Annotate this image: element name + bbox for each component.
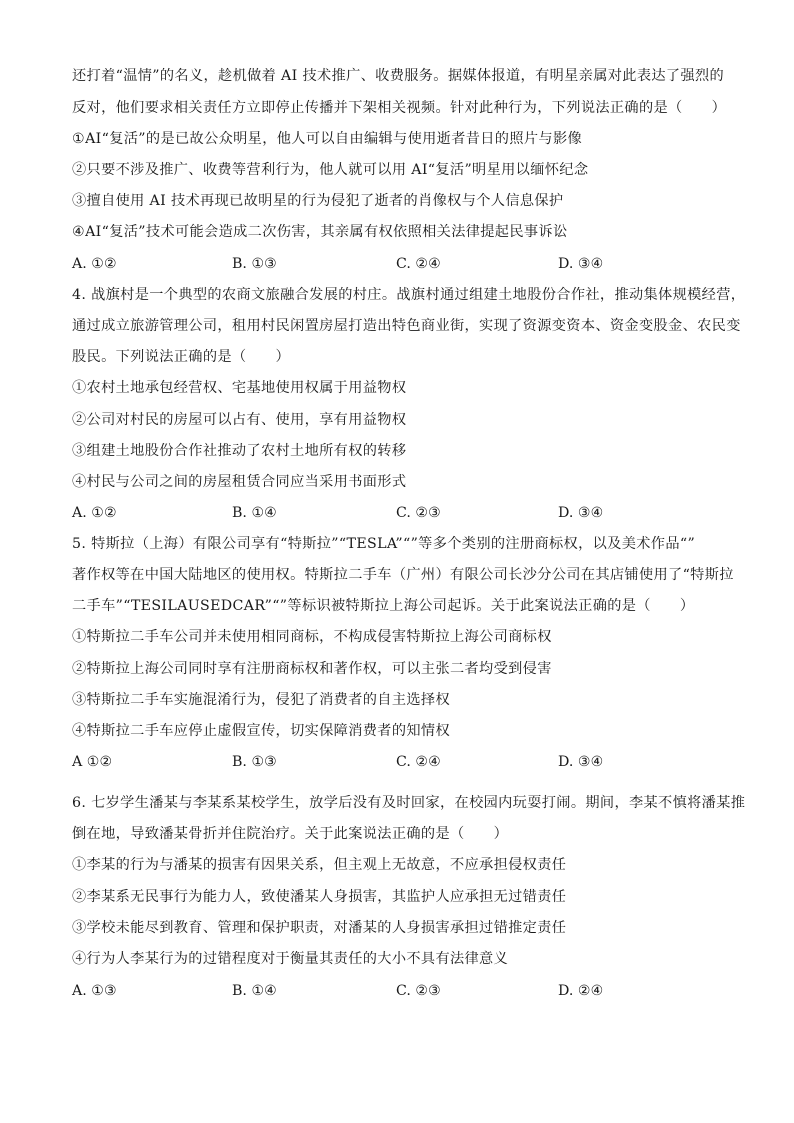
q5-statement-1: ①特斯拉二手车公司并未使用相同商标，不构成侵害特斯拉上海公司商标权 (72, 629, 552, 645)
q6-option-d: D. ②④ (558, 983, 604, 999)
q4-stem-line-2: 通过成立旅游管理公司，租用村民闲置房屋打造出特色商业街，实现了资源变资本、资金变股金、农民变 (72, 318, 741, 334)
q6-statement-3: ③学校未能尽到教育、管理和保护职责，对潘某的人身损害承担过错推定责任 (72, 920, 567, 936)
q6-option-a: A. ①③ (72, 983, 117, 999)
q5-option-d: D. ③④ (558, 754, 604, 770)
q5-stem-line-2: 著作权等在中国大陆地区的使用权。特斯拉二手车（广州）有限公司长沙分公司在其店铺使用了“特斯拉 (72, 567, 734, 583)
q6-option-c: C. ②③ (396, 983, 441, 999)
q6-statement-1: ①李某的行为与潘某的损害有因果关系，但主观上无故意，不应承担侵权责任 (72, 857, 567, 873)
intro-option-c: C. ②④ (396, 256, 441, 272)
q6-statement-4: ④行为人李某行为的过错程度对于衡量其责任的大小不具有法律意义 (72, 951, 509, 967)
q4-option-b: B. ①④ (232, 505, 277, 521)
q5-stem-line-3: 二手车”“TESILAUSEDCAR”“”等标识被特斯拉上海公司起诉。关于此案说法正确的是（ ） (72, 598, 695, 614)
q4-statement-4: ④村民与公司之间的房屋租赁合同应当采用书面形式 (72, 474, 407, 490)
q5-statement-3: ③特斯拉二手车实施混淆行为，侵犯了消费者的自主选择权 (72, 692, 450, 708)
q4-statement-3: ③组建土地股份合作社推动了农村土地所有权的转移 (72, 443, 407, 459)
intro-stem-line-2: 反对，他们要求相关责任方立即停止传播并下架相关视频。针对此种行为，下列说法正确的是（ ） (72, 100, 727, 116)
intro-option-b: B. ①③ (232, 256, 277, 272)
intro-statement-4: ④AI“复活”技术可能会造成二次伤害，其亲属有权依照相关法律提起民事诉讼 (72, 224, 568, 240)
q4-option-c: C. ②③ (396, 505, 441, 521)
q5-stem-line-1: 5. 特斯拉（上海）有限公司享有“特斯拉”“TESLA”“”等多个类别的注册商标权，以及美术作品“” (72, 536, 696, 552)
q5-option-a: A ①② (72, 754, 113, 770)
q4-statement-2: ②公司对村民的房屋可以占有、使用，享有用益物权 (72, 412, 407, 428)
q6-option-b: B. ①④ (232, 983, 277, 999)
q5-statement-2: ②特斯拉上海公司同时享有注册商标权和著作权，可以主张二者均受到侵害 (72, 661, 552, 677)
q6-stem-line-2: 倒在地，导致潘某骨折并住院治疗。关于此案说法正确的是（ ） (72, 826, 509, 842)
q4-stem-line-1: 4. 战旗村是一个典型的农商文旅融合发展的村庄。战旗村通过组建土地股份合作社，推动集体规模经营， (72, 287, 746, 303)
q6-stem-line-1: 6. 七岁学生潘某与李某系某校学生，放学后没有及时回家，在校园内玩耍打闹。期间，李某不慎将潘某推 (72, 795, 746, 811)
q4-option-d: D. ③④ (558, 505, 604, 521)
intro-statement-1: ①AI“复活”的是已故公众明星，他人可以自由编辑与使用逝者昔日的照片与影像 (72, 131, 583, 147)
q4-stem-line-3: 股民。下列说法正确的是（ ） (72, 349, 291, 365)
intro-stem-line-1: 还打着“温情”的名义，趁机做着 AI 技术推广、收费服务。据媒体报道，有明星亲属对此表达了强烈的 (72, 68, 725, 84)
q4-option-a: A. ①② (72, 505, 117, 521)
intro-statement-3: ③擅自使用 AI 技术再现已故明星的行为侵犯了逝者的肖像权与个人信息保护 (72, 193, 564, 209)
q5-option-b: B. ①③ (232, 754, 277, 770)
intro-option-d: D. ③④ (558, 256, 604, 272)
intro-option-a: A. ①② (72, 256, 117, 272)
q5-statement-4: ④特斯拉二手车应停止虚假宣传，切实保障消费者的知情权 (72, 723, 450, 739)
q5-option-c: C. ②④ (396, 754, 441, 770)
q6-statement-2: ②李某系无民事行为能力人，致使潘某人身损害，其监护人应承担无过错责任 (72, 889, 567, 905)
q4-statement-1: ①农村土地承包经营权、宅基地使用权属于用益物权 (72, 380, 407, 396)
intro-statement-2: ②只要不涉及推广、收费等营利行为，他人就可以用 AI“复活”明星用以缅怀纪念 (72, 162, 589, 178)
